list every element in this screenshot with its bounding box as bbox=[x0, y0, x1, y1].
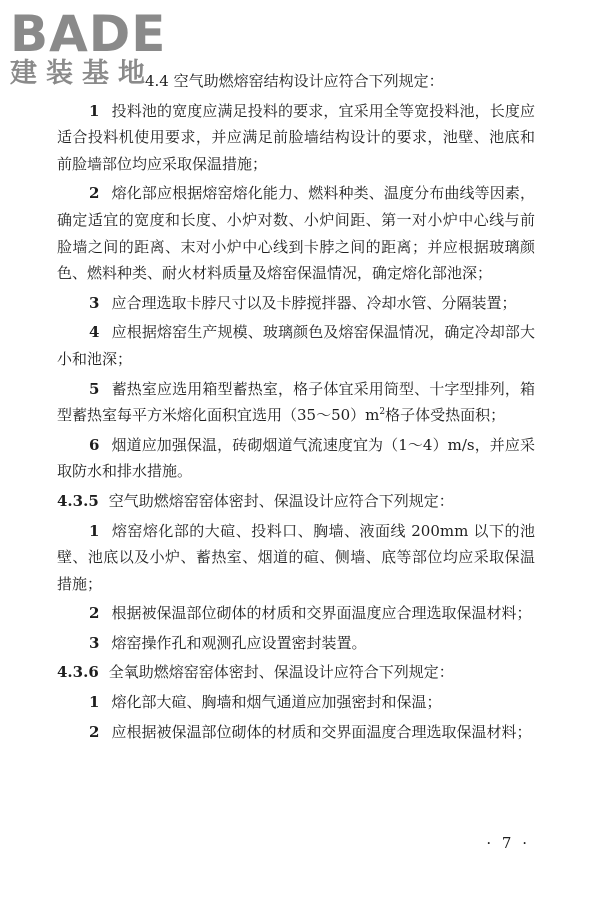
item-text: 应根据被保温部位砌体的材质和交界面温度合理选取保温材料； bbox=[111, 722, 532, 741]
item-number: 4 bbox=[89, 323, 100, 342]
section-4-3-5-heading bbox=[57, 488, 535, 515]
item-text: 熔化部应根据熔窑熔化能力、燃料种类、温度分布曲线等因素，确定适宜的宽度和长度、小炉对数、小炉间距、第一对小炉中心线与前脸墙之间的距离、末对小炉中心线到卡脖之间的距离；并应根据玻璃颜色、燃料种类、耐火材料质量及熔窑保温情况，确定熔化部池深； bbox=[57, 184, 535, 283]
logo-brand: BADE bbox=[10, 5, 167, 63]
item-number: 5 bbox=[89, 379, 100, 398]
section-number: 4.3.6 bbox=[57, 663, 99, 682]
item-number: 3 bbox=[89, 633, 100, 652]
item-text: 应合理选取卡脖尺寸以及卡脖搅拌器、冷却水管、分隔装置； bbox=[111, 293, 517, 312]
item-number: 2 bbox=[89, 184, 100, 203]
clause-item-2 bbox=[57, 180, 535, 286]
item-number: 2 bbox=[89, 722, 100, 741]
item-number: 1 bbox=[89, 693, 100, 712]
section-4-3-6-item-1 bbox=[57, 689, 535, 716]
clause-item-1 bbox=[57, 98, 535, 178]
section-4-3-6-heading bbox=[57, 659, 535, 686]
item-text: 应根据熔窑生产规模、玻璃颜色及熔窑保温情况，确定冷却部大小和池深； bbox=[57, 323, 535, 368]
item-number: 2 bbox=[89, 604, 100, 623]
section-title: 全氧助燃熔窑窑体密封、保温设计应符合下列规定： bbox=[108, 663, 454, 682]
item-text: 熔化部大碹、胸墙和烟气通道应加强密封和保温； bbox=[111, 693, 442, 712]
document-body bbox=[57, 68, 535, 748]
clause-item-5 bbox=[57, 376, 535, 429]
clause-item-3 bbox=[57, 290, 535, 317]
section-4-3-5-item-2 bbox=[57, 600, 535, 627]
superscript-2: 2 bbox=[379, 407, 386, 418]
section-4-3-5-item-1 bbox=[57, 518, 535, 598]
item-text: 烟道应加强保温，砖砌烟道气流速度宜为（1～4）m/s，并应采取防水和排水措施。 bbox=[57, 435, 535, 481]
clause-item-6 bbox=[57, 432, 535, 485]
item-text: 熔窑操作孔和观测孔应设置密封装置。 bbox=[111, 633, 367, 652]
item-number: 1 bbox=[89, 101, 100, 120]
section-title: 空气助燃熔窑窑体密封、保温设计应符合下列规定： bbox=[108, 491, 454, 510]
item-text-cont: 格子体受热面积； bbox=[385, 406, 506, 425]
item-number: 6 bbox=[89, 435, 100, 454]
clause-item-4 bbox=[57, 319, 535, 372]
page-number: · 7 · bbox=[486, 834, 530, 852]
item-number: 3 bbox=[89, 293, 100, 312]
item-text: 根据被保温部位砌体的材质和交界面温度应合理选取保温材料； bbox=[111, 604, 532, 623]
item-number: 1 bbox=[89, 521, 100, 540]
clause-header-fragment: 4.4 空气助燃熔窑结构设计应符合下列规定： bbox=[145, 72, 444, 90]
logo-subtitle: 建装基地 bbox=[10, 58, 154, 89]
item-text: 蓄热室应选用箱型蓄热室，格子体宜采用筒型、十字型排列，箱型蓄热室每平方米熔化面积宜选用（35～50）m bbox=[57, 379, 535, 425]
section-number: 4.3.5 bbox=[57, 491, 99, 510]
item-text: 投料池的宽度应满足投料的要求，宜采用全等宽投料池，长度应适合投料机使用要求，并应满足前脸墙结构设计的要求，池壁、池底和前脸墙部位均应采取保温措施； bbox=[57, 101, 535, 173]
section-4-3-6-item-2 bbox=[57, 719, 535, 746]
item-text: 熔窑熔化部的大碹、投料口、胸墙、液面线 200mm 以下的池壁、池底以及小炉、蓄热室、烟道的碹、侧墙、底等部位均应采取保温措施； bbox=[57, 521, 535, 593]
section-4-3-5-item-3 bbox=[57, 630, 535, 657]
